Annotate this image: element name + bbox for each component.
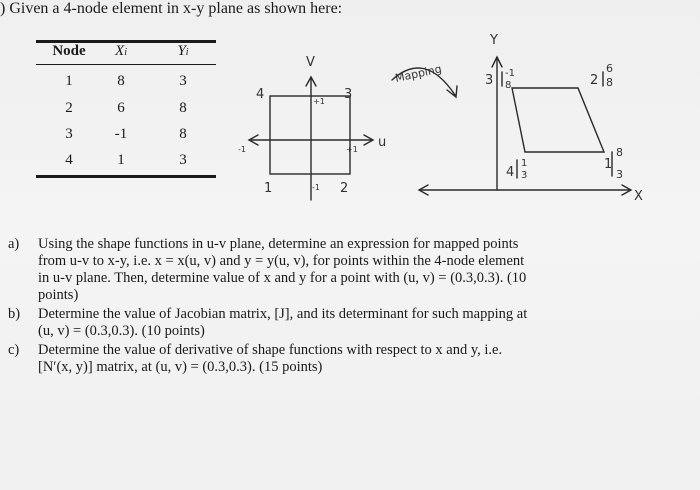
xy-node-coord-x: -1 — [505, 68, 515, 79]
xy-node-label: 1 — [604, 157, 613, 172]
xy-node-coord-x: 8 — [616, 146, 623, 159]
question-line: Using the shape functions in u-v plane, determine an expression for mapped points — [38, 236, 519, 252]
question-line: Determine the value of Jacobian matrix, [J], and its determinant for such mapping at — [38, 306, 528, 322]
question-line: points) — [38, 287, 79, 303]
uv-tick-label: +1 — [313, 97, 325, 106]
axis-label-x: X — [634, 189, 643, 204]
xy-node-label: 4 — [506, 165, 515, 180]
table-cell-x: 1 — [117, 152, 125, 168]
xy-node-coord-y: 8 — [606, 76, 613, 89]
axis-label-u: u — [378, 135, 387, 150]
table-cell-x: -1 — [114, 126, 128, 142]
table-header-x: Xi — [115, 43, 127, 59]
table-cell-node: 4 — [65, 152, 73, 168]
xy-element-quadrilateral — [512, 88, 604, 152]
question-line: from u-v to x-y, i.e. x = x(u, v) and y = y(u, v), for points within the 4-node element — [38, 253, 525, 269]
axis-label-v: V — [306, 55, 315, 70]
uv-node-label: 3 — [344, 87, 353, 102]
mapping-figure — [0, 0, 700, 220]
table-cell-y: 8 — [179, 100, 187, 116]
table-cell-y: 3 — [179, 73, 187, 89]
table-cell-node: 1 — [65, 73, 73, 89]
uv-node-label: 1 — [264, 181, 273, 196]
question-line: Determine the value of derivative of shape functions with respect to x and y, i.e. — [38, 342, 503, 358]
table-cell-x: 6 — [117, 100, 125, 116]
table-cell-node: 2 — [65, 100, 73, 116]
table-cell-y: 8 — [179, 126, 187, 142]
question-line: in u-v plane. Then, determine value of x and y for a point with (u, v) = (0.3,0.3). (10 — [38, 270, 527, 286]
uv-node-label: 4 — [256, 87, 265, 102]
mapping-label: Mapping — [393, 62, 443, 85]
uv-element-square — [270, 96, 350, 174]
xy-node-coord-y: 3 — [521, 170, 528, 181]
table-cell-y: 3 — [179, 152, 187, 168]
xy-node-label: 3 — [485, 73, 494, 88]
uv-tick-label: -1 — [312, 183, 320, 192]
question-label: a) — [8, 236, 20, 252]
axis-label-y: Y — [490, 33, 498, 48]
table-cell-node: 3 — [65, 126, 73, 142]
xy-node-coord-x: 1 — [521, 158, 528, 169]
question-label: b) — [8, 306, 21, 322]
question-line: (u, v) = (0.3,0.3). (10 points) — [38, 323, 205, 339]
xy-node-coord-x: 6 — [606, 62, 613, 75]
table-cell-x: 8 — [117, 73, 125, 89]
question-label: c) — [8, 342, 20, 358]
xy-node-coord-y: 8 — [505, 80, 512, 91]
question-line: [N′(x, y)] matrix, at (u, v) = (0.3,0.3). (15 points) — [38, 359, 323, 375]
uv-tick-label: -1 — [238, 145, 246, 154]
heading-prefix: ) — [0, 0, 6, 17]
xy-node-label: 2 — [590, 73, 599, 88]
xy-node-coord-y: 3 — [616, 168, 623, 181]
uv-tick-label: +1 — [346, 145, 358, 154]
table-header-node: Node — [52, 43, 86, 59]
uv-node-label: 2 — [340, 181, 349, 196]
heading-text: Given a 4-node element in x-y plane as shown here: — [9, 0, 343, 17]
table-header-y: Yi — [177, 43, 189, 59]
